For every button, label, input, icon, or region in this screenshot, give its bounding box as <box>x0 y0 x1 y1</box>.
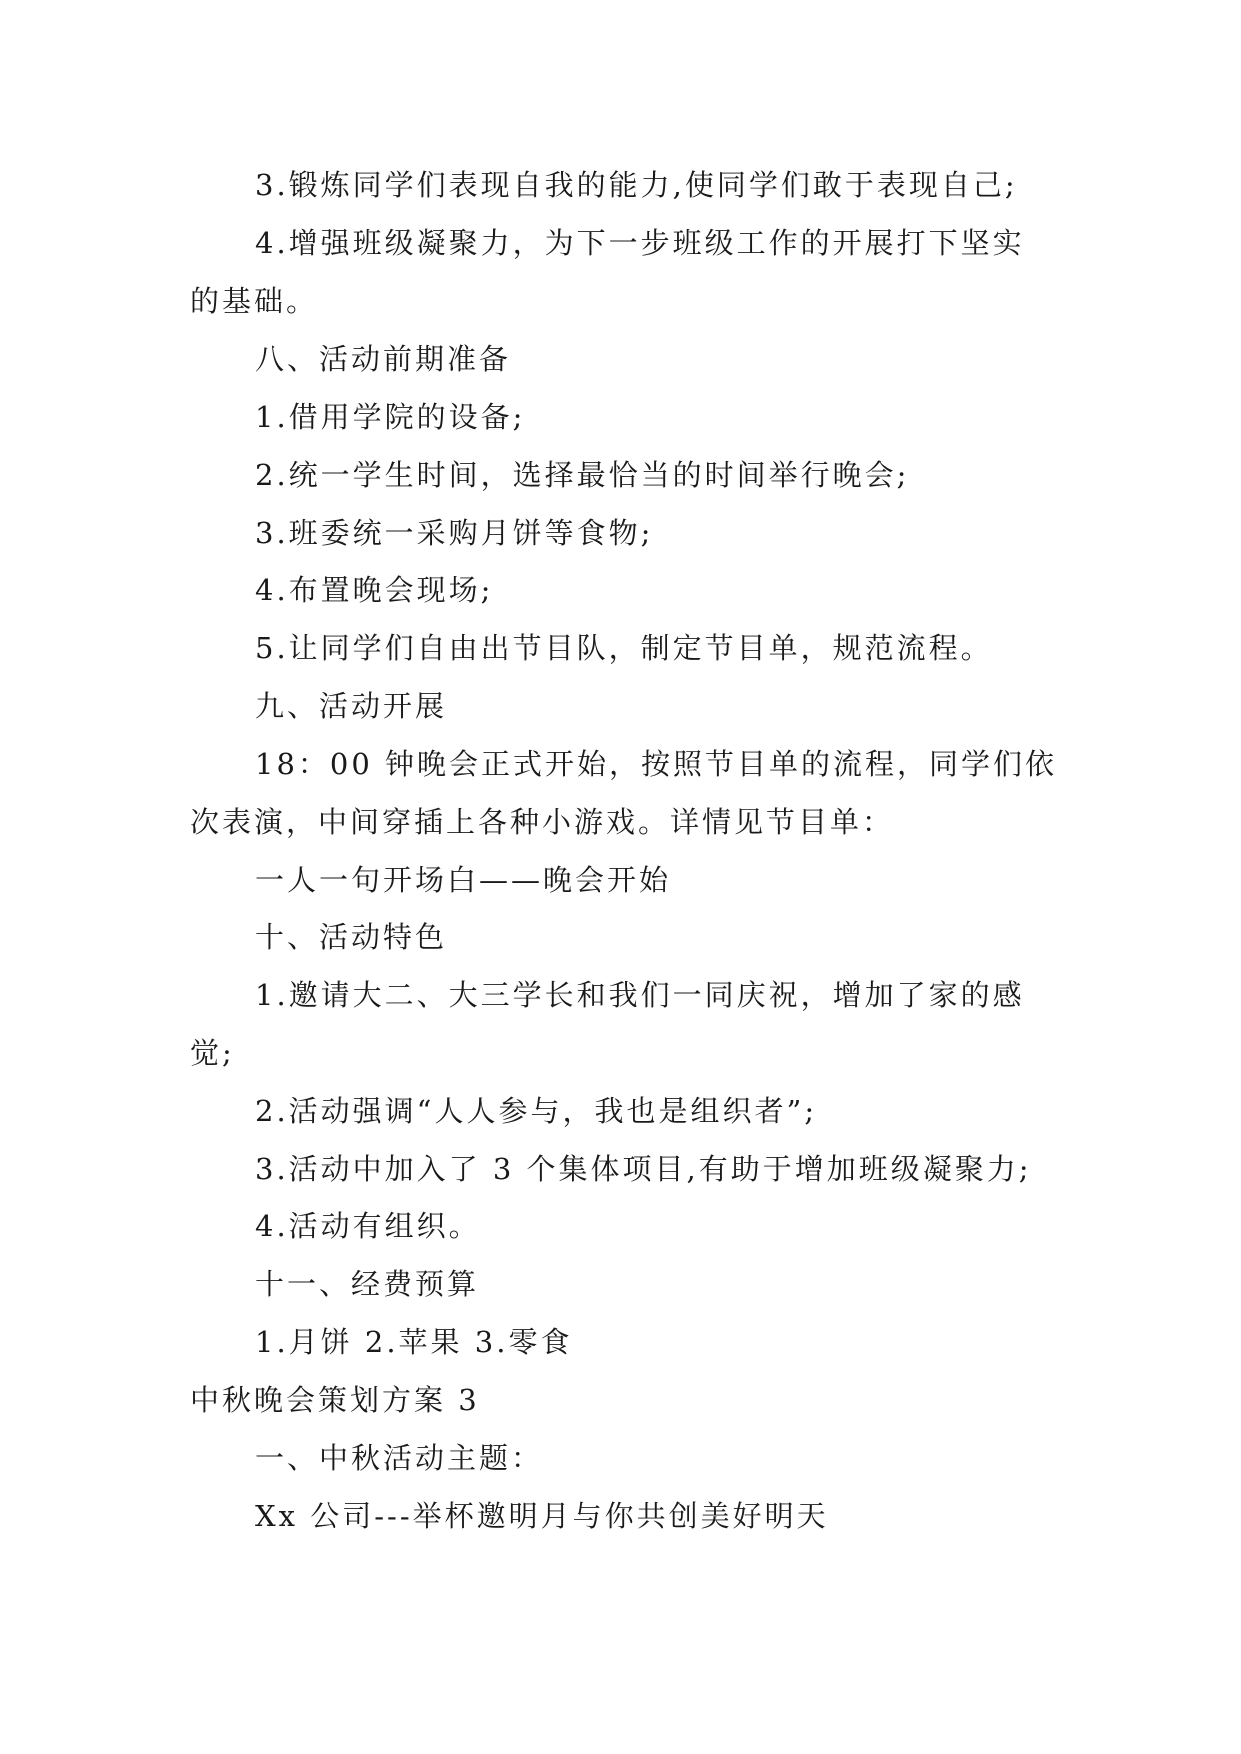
feature-item-3: 3.活动中加入了 3 个集体项目,有助于增加班级凝聚力; <box>255 1152 1032 1186</box>
plan-title-3: 中秋晚会策划方案 3 <box>190 1383 480 1417</box>
paragraph-goal-4-continued: 的基础。 <box>190 284 319 318</box>
feature-item-1-continued: 觉; <box>190 1036 235 1070</box>
prep-item-3: 3.班委统一采购月饼等食物; <box>255 516 654 550</box>
activity-paragraph: 18：00 钟晚会正式开始，按照节目单的流程，同学们依 <box>255 747 1058 781</box>
section-heading-10: 十、活动特色 <box>255 920 448 954</box>
prep-item-5: 5.让同学们自由出节目队，制定节目单，规范流程。 <box>255 631 993 665</box>
feature-item-4: 4.活动有组织。 <box>255 1209 481 1243</box>
paragraph-goal-4: 4.增强班级凝聚力，为下一步班级工作的开展打下坚实 <box>255 226 1025 260</box>
activity-theme: Xx 公司---举杯邀明月与你共创美好明天 <box>255 1499 829 1533</box>
activity-opening: 一人一句开场白——晚会开始 <box>255 863 672 897</box>
section-heading-11: 十一、经费预算 <box>255 1267 480 1301</box>
feature-item-2: 2.活动强调“人人参与，我也是组织者”; <box>255 1094 818 1128</box>
paragraph-goal-3: 3.锻炼同学们表现自我的能力,使同学们敢于表现自己; <box>255 168 1018 202</box>
budget-items: 1.月饼 2.苹果 3.零食 <box>255 1325 573 1359</box>
feature-item-1: 1.邀请大二、大三学长和我们一同庆祝，增加了家的感 <box>255 978 1025 1012</box>
prep-item-2: 2.统一学生时间，选择最恰当的时间举行晚会; <box>255 458 910 492</box>
prep-item-4: 4.布置晚会现场; <box>255 573 494 607</box>
section-heading-9: 九、活动开展 <box>255 689 448 723</box>
section-heading-8: 八、活动前期准备 <box>255 342 512 376</box>
section-heading-1: 一、中秋活动主题： <box>255 1441 544 1475</box>
activity-paragraph-continued: 次表演，中间穿插上各种小游戏。详情见节目单： <box>190 805 895 839</box>
prep-item-1: 1.借用学院的设备; <box>255 400 526 434</box>
